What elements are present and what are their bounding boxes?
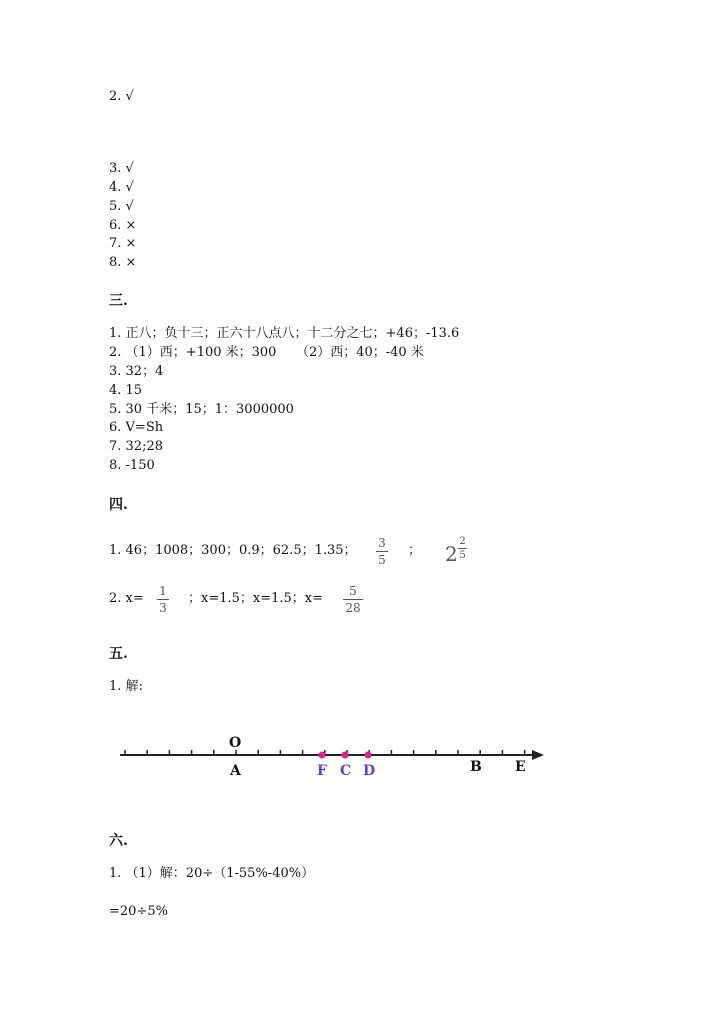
s4-fraction-1-3: 1 3 [157,584,169,615]
point-a-label: A [230,763,241,779]
s4-item-1-text: 1. 46；1008；300；0.9；62.5；1.35； [109,543,357,558]
s3-item-8: 8. -150 [109,458,155,473]
s4-fraction-3-5: 3 5 [376,536,388,567]
point-c-marker [342,752,349,759]
s3-item-7: 7. 32;28 [109,439,163,454]
answer-4: 4. √ [109,180,134,195]
s3-item-3: 3. 32；4 [109,364,164,379]
number-line [0,730,720,810]
point-d-marker [365,752,372,759]
s6-item-2: =20÷5% [109,904,168,919]
answer-8: 8. × [109,255,137,270]
number-line-arrow-icon [532,750,544,760]
s4-separator: ； [408,543,422,558]
s3-item-5: 5. 30 千米；15；1：3000000 [109,402,294,417]
mixed-whole: 2 [445,542,458,566]
s3-item-4: 4. 15 [109,383,143,398]
point-f-label: F [317,763,327,779]
answer-5: 5. √ [109,199,134,214]
section-5-heading: 五. [109,646,128,662]
section-4-heading: 四. [109,497,128,513]
origin-label: O [229,735,242,751]
s6-item-1: 1. （1）解：20÷（1-55%-40%） [109,866,315,881]
answer-2: 2. √ [109,89,134,104]
answer-7: 7. × [109,236,137,251]
point-b-label: B [470,759,482,775]
point-d-label: D [363,763,376,779]
s4-item-2-middle: ；x=1.5；x=1.5；x= [188,591,324,606]
s3-item-6: 6. V=Sh [109,420,164,435]
section-3-heading: 三. [109,293,128,309]
mixed-fraction: 2 5 [459,536,466,561]
section-6-heading: 六. [109,833,128,849]
s3-item-1: 1. 正八；负十三；正六十八点八；十二分之七；+46；-13.6 [109,326,460,341]
point-e-label: E [515,759,526,775]
s4-fraction-5-28: 5 28 [343,584,363,615]
s3-item-2: 2. （1）西；+100 米；300 （2）西；40；-40 米 [109,345,424,360]
s4-mixed-number [445,536,469,568]
point-f-marker [319,752,326,759]
point-c-label: C [340,763,352,779]
answer-3: 3. √ [109,161,134,176]
s4-item-2-prefix: 2. x= [109,591,144,606]
s5-item-1: 1. 解: [109,679,143,694]
answer-6: 6. × [109,218,137,233]
